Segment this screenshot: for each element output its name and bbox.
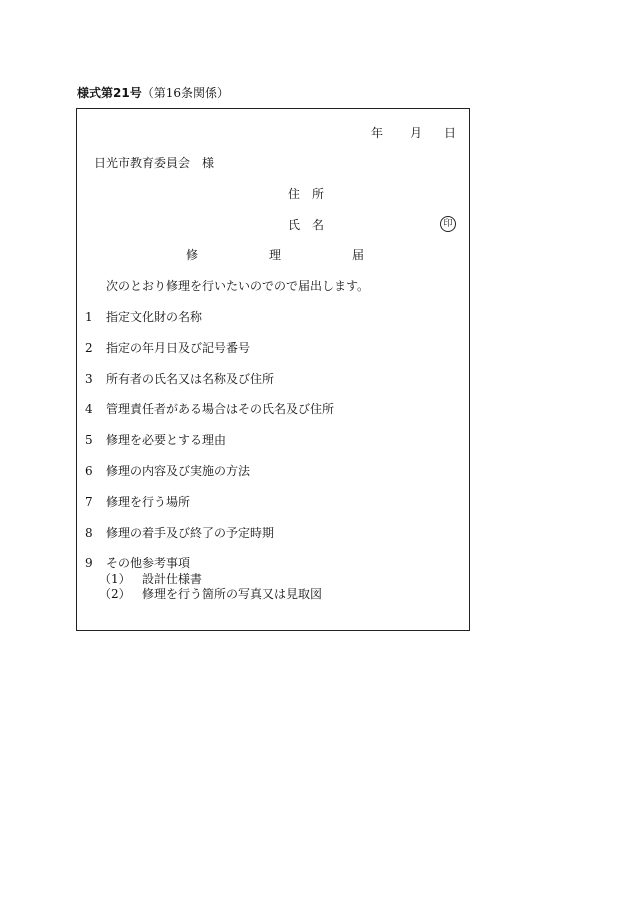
date-month-label: 月 [410,126,423,140]
sub-item-number: （1） [99,572,131,586]
addressee: 日光市教育委員会 様 [94,156,215,170]
item-text: 所有者の氏名又は名称及び住所 [106,372,275,386]
sub-item-number: （2） [99,587,131,601]
seal-mark: 印 [440,216,456,232]
item-text: 管理責任者がある場合はその氏名及び住所 [106,402,335,416]
item-text: 指定文化財の名称 [106,310,203,324]
item-number: 7 [85,495,93,509]
item-text: 指定の年月日及び記号番号 [106,341,251,355]
form-number: 様式第21号 [77,86,142,100]
item-number: 2 [85,341,93,355]
title-char-3: 届 [352,248,365,262]
sub-item-text: 修理を行う箇所の写真又は見取図 [142,587,323,601]
form-reference: （第16条関係） [141,86,229,100]
item-number: 6 [85,464,93,478]
item-number: 8 [85,526,93,540]
item-text: 修理の着手及び終了の予定時期 [106,526,275,540]
item-number: 5 [85,433,93,447]
name-label: 氏 名 [288,218,325,232]
address-label: 住 所 [288,187,325,201]
item-number: 9 [85,556,93,570]
item-number: 1 [85,310,93,324]
form-identifier [77,84,229,101]
date-day-label: 日 [444,126,457,140]
item-text: 修理を必要とする理由 [106,433,227,447]
item-text: その他参考事項 [106,556,191,570]
item-text: 修理を行う場所 [106,495,191,509]
date-year-label: 年 [371,126,384,140]
title-char-2: 理 [269,248,282,262]
sub-item-text: 設計仕様書 [142,572,203,586]
item-text: 修理の内容及び実施の方法 [106,464,251,478]
form-frame [76,108,470,631]
intro-text: 次のとおり修理を行いたいのでので届出します。 [106,279,370,293]
title-char-1: 修 [186,248,199,262]
item-number: 4 [85,402,93,416]
item-number: 3 [85,372,93,386]
